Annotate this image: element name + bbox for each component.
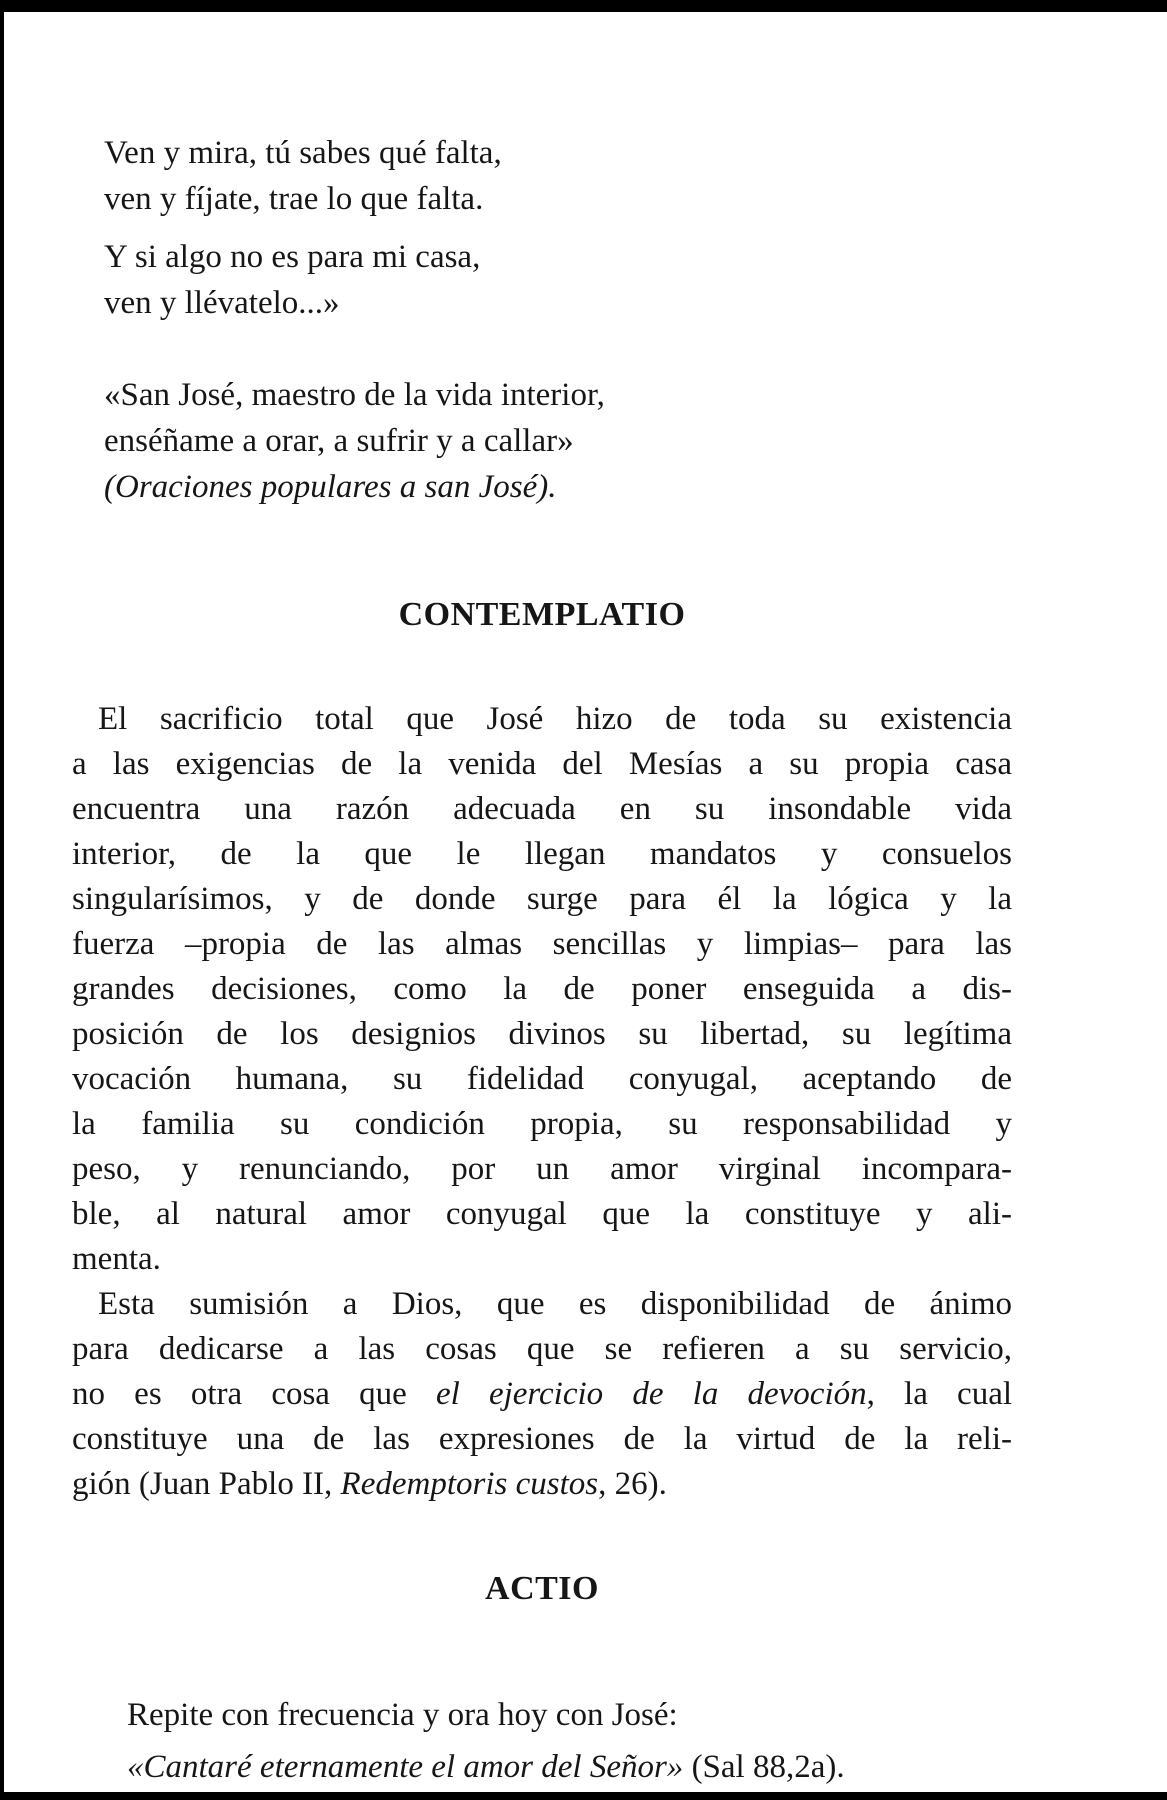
text-line (72, 1237, 1012, 1282)
text-segment: ble, al natural amor conyugal que la constituye y ali- (72, 1196, 1012, 1232)
text-line (72, 787, 1012, 832)
text-line (127, 1689, 1012, 1741)
text-segment: menta. (72, 1241, 161, 1277)
poem-stanza-1 (104, 130, 1012, 222)
text-segment: posición de los designios divinos su libertad, su legítima (72, 1016, 1012, 1052)
text-line (72, 967, 1012, 1012)
text-segment: para dedicarse a las cosas que se refieren a su servicio, (72, 1331, 1012, 1367)
text-segment: la familia su condición propia, su responsabilidad y (72, 1106, 1012, 1142)
text-line (72, 1102, 1012, 1147)
text-line (72, 1462, 1012, 1507)
text-line (104, 280, 1012, 326)
text-line (104, 464, 1012, 510)
poem-stanza-2 (104, 234, 1012, 326)
text-segment: no es otra cosa que (72, 1376, 436, 1412)
section-heading-contemplatio: CONTEMPLATIO (398, 596, 686, 633)
text-line (72, 877, 1012, 922)
text-line (72, 832, 1012, 877)
text-line (104, 176, 1012, 222)
text-segment: (Sal 88,2a). (683, 1749, 845, 1785)
text-segment: Esta sumisión a Dios, que es disponibilidad de ánimo (98, 1286, 1012, 1322)
text-segment: ven y llévatelo...» (104, 285, 340, 321)
contemplatio-paragraph-2 (72, 1282, 1012, 1507)
italic-text-segment: «Cantaré eternamente el amor del Señor» (127, 1749, 684, 1785)
text-line (72, 697, 1012, 742)
text-line (72, 1147, 1012, 1192)
text-segment: El sacrificio total que José hizo de toda su existencia (98, 701, 1012, 737)
text-line (72, 1417, 1012, 1462)
page-content (72, 12, 1012, 1793)
actio-text (127, 1689, 1012, 1793)
text-segment: «San José, maestro de la vida interior, (104, 377, 605, 413)
text-segment: Ven y mira, tú sabes qué falta, (104, 135, 502, 171)
text-segment: ven y fíjate, trae lo que falta. (104, 181, 484, 217)
text-segment: a las exigencias de la venida del Mesías a su propia casa (72, 746, 1012, 782)
text-line (72, 1192, 1012, 1237)
text-line (104, 234, 1012, 280)
text-segment: constituye una de las expresiones de la virtud de la reli- (72, 1421, 1012, 1457)
text-line (127, 1741, 1012, 1793)
text-segment: Repite con frecuencia y ora hoy con José: (127, 1697, 678, 1733)
text-line (72, 922, 1012, 967)
text-segment: Y si algo no es para mi casa, (104, 239, 481, 275)
text-line (72, 1282, 1012, 1327)
italic-text-segment: Redemptoris custos (340, 1466, 599, 1502)
section-heading-actio: ACTIO (485, 1570, 599, 1607)
text-segment: enséñame a orar, a sufrir y a callar» (104, 423, 574, 459)
text-segment: vocación humana, su fidelidad conyugal, aceptando de (72, 1061, 1012, 1097)
poem-block (104, 130, 1012, 326)
italic-text-segment: (Oraciones populares a san José). (104, 469, 557, 505)
text-segment: , 26). (598, 1466, 667, 1502)
contemplatio-paragraph-1 (72, 697, 1012, 1282)
text-segment: , la cual (866, 1376, 1013, 1412)
text-segment: peso, y renunciando, por un amor virginal incompara- (72, 1151, 1012, 1187)
text-line (104, 372, 1012, 418)
text-segment: encuentra una razón adecuada en su insondable vida (72, 791, 1012, 827)
text-segment: interior, de la que le llegan mandatos y consuelos (72, 836, 1012, 872)
prayer-quote (104, 372, 1012, 510)
text-line (72, 1012, 1012, 1057)
text-segment: fuerza –propia de las almas sencillas y limpias– para las (72, 926, 1012, 962)
text-line (72, 1327, 1012, 1372)
text-segment: gión (Juan Pablo II, (72, 1466, 341, 1502)
text-line (72, 1372, 1012, 1417)
text-line (104, 418, 1012, 464)
text-segment: singularísimos, y de donde surge para él la lógica y la (72, 881, 1012, 917)
text-line (72, 742, 1012, 787)
text-segment: grandes decisiones, como la de poner enseguida a dis- (72, 971, 1012, 1007)
italic-text-segment: el ejercicio de la devoción (435, 1376, 867, 1412)
text-line (104, 130, 1012, 176)
text-line (72, 1057, 1012, 1102)
